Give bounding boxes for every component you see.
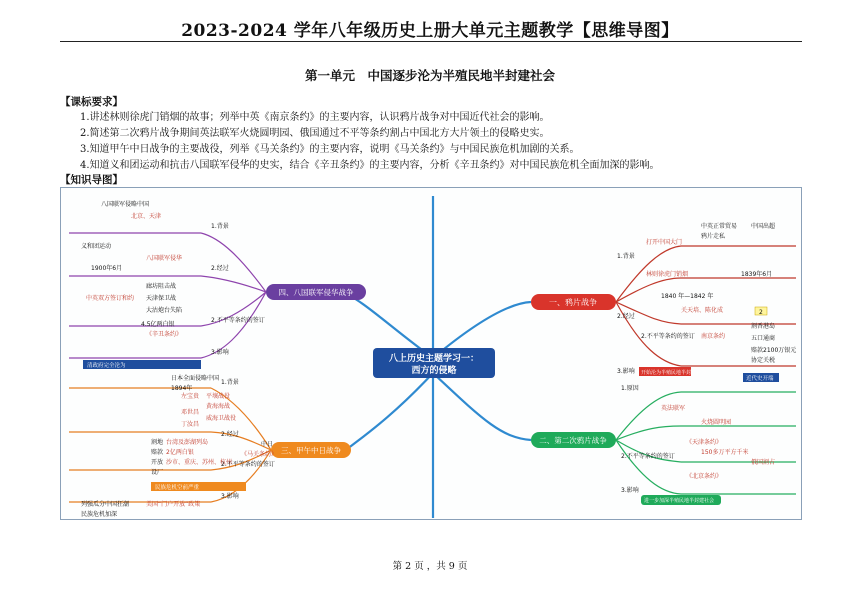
label-1840: 1840 年—1842 年 [661,293,714,300]
requirements-heading: 【课标要求】 [60,96,123,108]
label-normal-trade: 中英正常贸易 [701,223,738,230]
label-impact-bottom: 3.影响 [221,493,239,500]
label-russia: 俄国割占 [751,459,776,466]
label-1900: 1900年6月 [91,265,123,272]
label-weihai: 威海卫战役 [206,415,237,422]
sino-japanese-leaves [81,374,277,518]
center-node [373,348,495,378]
branch-second-opium-war-label: 二、第二次鸦片战争 [539,436,607,445]
label-guan-tianpei: 关天培、陈化成 [681,307,724,314]
label-taiwan: 台湾及澎湖列岛 [166,439,209,446]
requirement-item-3: 3.知道甲午中日战争的主要战役，列举《马关条约》的主要内容，说明《马关条约》与中国民族危机加剧的关系。 [80,144,580,155]
label-beijing-tianjin: 北京、天津 [131,213,162,220]
label-process-right: 2.经过 [617,313,635,320]
branch-opium-war-label: 一、鸦片战争 [549,298,597,307]
label-maguan: 《马关条约》 [241,451,278,458]
label-yuanmingyuan: 火烧圆明园 [701,419,732,426]
label-1839: 1839年6月 [741,271,773,278]
label-hongkong: 割香港岛 [751,323,776,330]
label-open-door: 打开中国大门 [646,239,683,246]
label-treaty-bottom: 2.不平等条约的签订 [221,461,275,468]
label-peace-treaty: 中英双方签订和约 [86,295,135,302]
center-node-line1: 八上历史主题学习一： [388,354,480,364]
branch-sino-japanese-label: 三、甲午中日战争 [281,446,341,455]
label-ding: 丁汝昌 [181,421,200,428]
eight-nation-leaves [81,200,265,369]
label-humen: 林则徐虎门销烟 [646,271,689,278]
label-deepen: 进一步加深半殖民地半封建社会 [644,498,715,504]
label-yellow-sea: 黄海海战 [206,403,231,410]
label-tariff: 协定关税 [751,357,776,364]
label-open: 开放 [151,459,164,466]
label-450m: 4.5亿两白银 [141,321,175,328]
label-eight-nation-red: 八国联军侵华 [146,255,183,262]
center-node-line2: 西方的侵略 [411,366,457,376]
label-treaty: 2.不平等条约的签订 [641,333,695,340]
label-treaty-left: 2.不平等条约的签订 [211,317,265,324]
label-deng: 邓世昌 [181,409,200,416]
branch-opium-war [531,294,616,310]
label-150: 150多万平方千米 [701,449,749,456]
knowledge-map-heading: 【知识导图】 [60,174,123,186]
label-xinchou: 《辛丑条约》 [146,331,183,338]
label-sino-jp: 中日 [261,441,274,448]
label-anglo-french: 英法联军 [661,405,686,412]
requirement-item-4: 4.知道义和团运动和抗击八国联军侵华的史实，结合《辛丑条约》的主要内容，分析《辛丑条约》对中国民族危机全面加深的影响。 [80,160,660,171]
label-semi-colonial: 开始沦为半殖民地半封建社会 [641,370,707,376]
label-impact-right: 3.影响 [617,368,635,375]
header-rule [60,41,802,42]
label-beijing-treaty: 《北京条约》 [686,473,723,480]
branch-sino-japanese [271,442,351,458]
label-langfang: 廊坊阻击战 [146,283,177,290]
label-five-ports: 五口通商 [751,335,776,342]
label-200m: 2亿两白银 [166,449,194,456]
label-tianjin: 《天津条约》 [686,439,723,446]
label-invasion: 八国联军侵略中国 [101,201,150,208]
yellow-note-text: 2 [759,309,763,316]
label-cities: 沙市、重庆、苏州、杭州 [166,459,233,466]
label-nanjing: 南京条约 [701,333,726,340]
label-background-right: 1.背景 [617,253,635,260]
label-background-left: 1.背景 [211,223,229,230]
label-process-left: 2.经过 [211,265,229,272]
second-opium-war-leaves [621,384,775,505]
label-cession: 割地 [151,439,164,446]
label-opium-smuggling: 鸦片走私 [701,233,726,240]
mind-map [60,187,802,520]
label-zuo: 左宝贵 [181,393,200,400]
label-indemnity-bottom: 赔款 [151,449,164,456]
requirement-item-1: 1.讲述林则徐虎门销烟的故事；列举中英《南京条约》的主要内容，认识鸦片战争对中国近代社会的影响。 [80,112,550,123]
label-indemnity: 赔款2100万银元 [751,347,797,354]
label-tianjin-defense: 天津保卫战 [146,295,177,302]
document-header-title: 2023-2024 学年八年级历史上册大单元主题教学【思维导图】 [181,21,679,41]
label-1894: 1894年 [171,385,193,392]
label-crisis-deepens: 民族危机加深 [81,511,118,518]
label-factories: 设厂 [151,469,164,476]
label-dagu: 大沽炮台失陷 [146,307,183,314]
label-china-surplus: 中国出超 [751,223,776,230]
label-modern-history: 近代史开端 [746,376,774,382]
label-boxer: 义和团运动 [81,243,112,250]
label-impact-green: 3.影响 [621,487,639,494]
branch-eight-nation-label: 四、八国联军侵华战争 [278,288,354,297]
label-impact-left: 3.影响 [211,349,229,356]
label-crisis: 民族危机空前严重 [155,485,200,491]
label-background-bottom: 1.背景 [221,379,239,386]
mind-map-canvas [61,188,802,520]
label-cause-green: 1.原因 [621,385,639,392]
branch-eight-nation [266,284,366,300]
page-footer: 第 2 页 ，共 9 页 [392,561,468,572]
branch-second-opium-war [531,432,616,448]
label-japan: 日本全面侵略中国 [171,375,220,382]
label-treaty-green: 2.不平等条约的签订 [621,453,675,460]
requirement-item-2: 2.简述第二次鸦片战争期间英法联军火烧圆明园、俄国通过不平等条约割占中国北方大片领土的侵略史实。 [80,128,550,139]
label-open-door-policy: 美国“门户开放”政策 [146,501,201,508]
label-complete-fall: 清政府完全沦为 [87,363,126,369]
label-process-bottom: 2.经过 [221,431,239,438]
label-partition: 列强瓜分中国狂潮 [81,501,130,508]
label-pingrang: 平壤战役 [206,393,231,400]
unit-title: 第一单元 中国逐步沦为半殖民地半封建社会 [304,68,555,83]
